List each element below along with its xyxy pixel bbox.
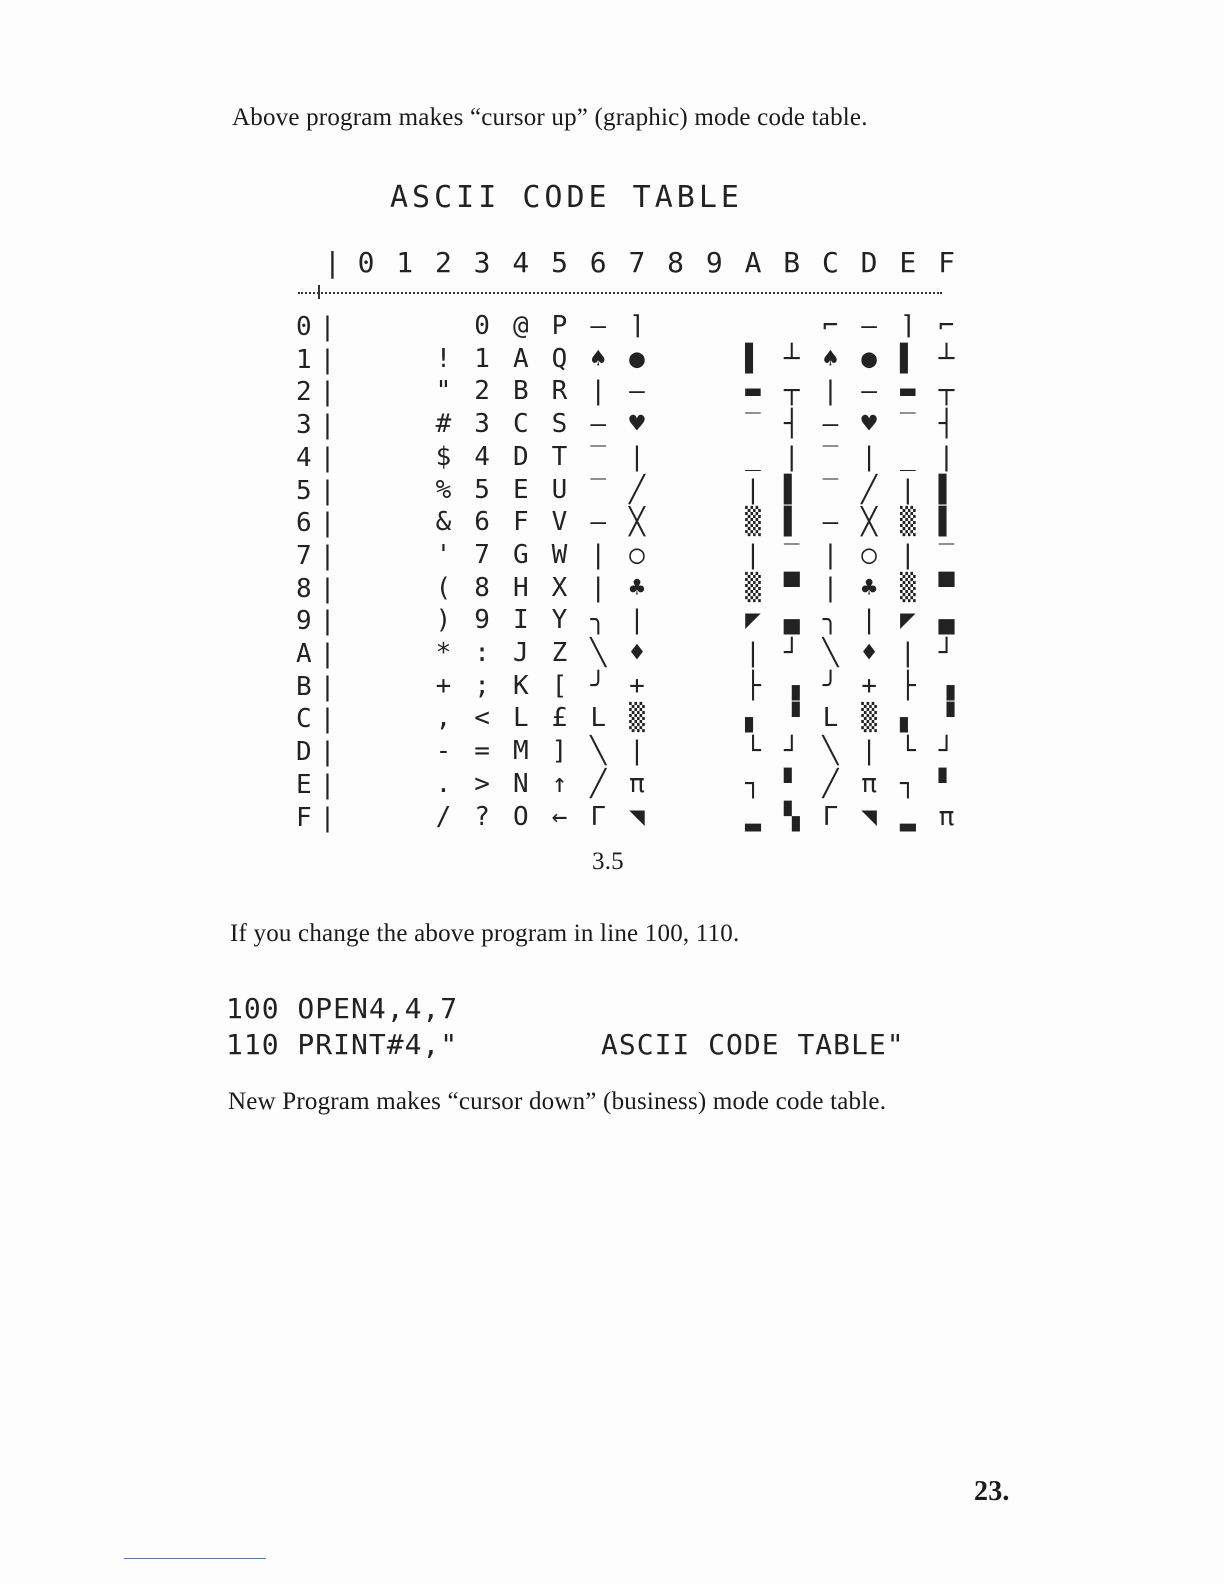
table-cell: ╲ <box>822 638 839 668</box>
table-cell: ┬ <box>783 376 800 407</box>
header-rule <box>298 292 942 294</box>
table-cell: _ <box>899 441 916 472</box>
table-cell: | <box>861 441 877 472</box>
table-cell: ♥ <box>861 409 877 440</box>
row-header-label: 2 <box>296 377 312 408</box>
table-cell: ▝ <box>783 703 800 734</box>
row-header <box>296 345 336 375</box>
table-cell: ‾ <box>899 409 916 440</box>
table-cell: A <box>512 343 529 374</box>
row-separator: | <box>319 573 336 604</box>
table-cell: B <box>512 376 529 407</box>
table-cell: | <box>822 539 839 570</box>
table-cell: ▬ <box>899 376 916 407</box>
row-header <box>296 443 336 473</box>
table-cell: ▂ <box>899 801 916 832</box>
table-cell: I <box>512 605 529 636</box>
table-cell: ╯ <box>590 670 607 701</box>
table-cell: └ <box>745 736 761 767</box>
row-header-label: 0 <box>296 312 312 342</box>
table-cell: | <box>899 539 916 570</box>
row-header <box>296 476 336 506</box>
table-cell: R <box>551 376 568 407</box>
table-cell: = <box>474 736 490 767</box>
table-cell: ‾ <box>745 409 761 440</box>
table-cell: ╮ <box>590 605 607 636</box>
table-cell: ▒ <box>745 572 761 603</box>
table-cell: ╮ <box>822 605 839 636</box>
table-cell: D <box>512 441 529 472</box>
table-cell: | <box>629 736 645 767</box>
table-cell: ' <box>435 539 452 570</box>
table-cell: ▒ <box>899 507 916 538</box>
table-cell: ┴ <box>938 343 955 374</box>
row-header-label: 7 <box>296 540 312 571</box>
table-cell: ( <box>435 572 452 603</box>
change-paragraph: If you change the above program in line 100, 110. <box>230 920 740 947</box>
column-header: D <box>860 246 878 279</box>
table-cell: Y <box>551 605 568 636</box>
table-cell: V <box>551 507 568 538</box>
table-cell: π <box>861 768 877 799</box>
table-cell: — <box>861 376 877 407</box>
column-header: 3 <box>473 246 491 279</box>
table-cell: U <box>551 474 568 505</box>
table-cell: ○ <box>629 539 645 570</box>
table-cell: 8 <box>474 572 490 603</box>
header-separator: | <box>324 246 341 279</box>
table-cell: Γ <box>822 801 839 832</box>
table-cell: 0 <box>474 311 490 341</box>
table-cell: C <box>512 409 529 440</box>
table-cell: ▒ <box>861 703 877 734</box>
row-header-label: B <box>296 671 312 702</box>
table-cell: 6 <box>474 507 490 538</box>
table-cell: | <box>938 441 955 472</box>
table-cell: ╲ <box>822 736 839 767</box>
table-cell: ◤ <box>899 605 916 636</box>
table-cell: ╳ <box>629 507 645 538</box>
table-cell: | <box>590 539 607 570</box>
table-cell: ← <box>551 801 568 832</box>
table-cell: Q <box>551 343 568 374</box>
table-cell: # <box>435 409 452 440</box>
table-cell: 5 <box>474 474 490 505</box>
row-separator: | <box>319 639 336 669</box>
row-header-label: D <box>296 737 312 768</box>
row-separator: | <box>319 508 336 539</box>
row-header <box>296 639 336 669</box>
table-cell: * <box>435 638 452 668</box>
table-cell: ╱ <box>629 474 645 505</box>
table-cell: ♣ <box>629 572 645 603</box>
table-cell: ⌉ <box>629 311 645 341</box>
row-separator: | <box>319 802 336 833</box>
column-header: 2 <box>434 246 452 279</box>
table-cell: & <box>435 507 452 538</box>
table-cell: 1 <box>474 343 490 374</box>
table-cell: ┘ <box>938 736 955 767</box>
row-header <box>296 704 336 734</box>
table-cell: X <box>551 572 568 603</box>
row-separator: | <box>319 704 336 735</box>
table-cell: π <box>938 801 955 832</box>
table-cell: ! <box>435 343 452 374</box>
table-cell: ‾ <box>822 441 839 472</box>
table-cell: ○ <box>861 539 877 570</box>
table-cell: K <box>512 670 529 701</box>
table-cell: ▒ <box>899 572 916 603</box>
table-cell: 3 <box>474 409 490 440</box>
table-cell: ↑ <box>551 768 568 799</box>
table-cell: $ <box>435 441 452 472</box>
row-header <box>296 377 336 407</box>
table-cell: L <box>822 703 839 734</box>
table-cell: Z <box>551 638 568 668</box>
table-cell: ┤ <box>783 409 800 440</box>
table-cell: ▖ <box>745 703 761 734</box>
table-cell: ┘ <box>783 736 800 767</box>
table-cell: % <box>435 474 452 505</box>
table-cell: ♥ <box>629 409 645 440</box>
table-cell: ▒ <box>745 507 761 538</box>
row-header-label: C <box>296 704 312 735</box>
column-header: 6 <box>589 246 607 279</box>
column-header: 1 <box>396 246 414 279</box>
table-cell: 7 <box>474 539 490 570</box>
closing-paragraph: New Program makes “cursor down” (business) mode code table. <box>228 1088 887 1115</box>
table-cell: + <box>435 670 452 701</box>
table-cell: F <box>512 507 529 538</box>
table-cell: ◥ <box>629 801 645 832</box>
table-cell: L <box>590 703 607 734</box>
table-cell: ╱ <box>590 768 607 799</box>
intro-paragraph: Above program makes “cursor up” (graphic) mode code table. <box>232 104 868 131</box>
table-cell: / <box>435 801 452 832</box>
table-cell: ) <box>435 605 452 636</box>
table-cell: E <box>512 474 529 505</box>
table-cell: . <box>435 768 452 799</box>
table-cell: L <box>512 703 529 734</box>
row-separator: | <box>319 671 336 702</box>
row-separator: | <box>319 475 336 506</box>
column-header: C <box>821 246 839 279</box>
table-cell: W <box>551 539 568 570</box>
table-cell: P <box>551 311 568 341</box>
row-separator: | <box>319 312 336 342</box>
row-separator: | <box>319 737 336 768</box>
table-cell: 9 <box>474 605 490 636</box>
table-cell: ● <box>861 343 877 374</box>
table-cell: ♠ <box>822 343 839 374</box>
row-header <box>296 803 336 833</box>
table-cell: ▬ <box>745 376 761 407</box>
table-cell: — <box>590 507 607 538</box>
row-header-label: 1 <box>296 344 312 375</box>
table-cell: ▌ <box>783 507 800 538</box>
row-header <box>296 770 336 800</box>
table-cell: ┴ <box>783 343 800 374</box>
table-cell: | <box>861 605 877 636</box>
table-cell: | <box>822 572 839 603</box>
row-header-label: E <box>296 769 312 800</box>
table-cell: ┘ <box>783 638 800 668</box>
row-header-label: 5 <box>296 475 312 506</box>
table-cell: S <box>551 409 568 440</box>
table-cell: — <box>822 409 839 440</box>
table-cell: ] <box>551 736 568 767</box>
row-header <box>296 606 336 636</box>
row-header-label: 4 <box>296 442 312 473</box>
table-cell: T <box>551 441 568 472</box>
row-header <box>296 541 336 571</box>
table-cell: | <box>822 376 839 407</box>
table-cell: , <box>435 703 452 734</box>
table-cell: ♣ <box>861 572 877 603</box>
row-separator: | <box>319 377 336 408</box>
row-header-label: 8 <box>296 573 312 604</box>
table-cell: | <box>745 539 761 570</box>
table-cell: ╲ <box>590 638 607 668</box>
page-number: 23. <box>974 1476 1010 1507</box>
table-cell: ? <box>474 801 490 832</box>
table-cell: ⌐ <box>938 311 955 341</box>
table-cell: ‾ <box>822 474 839 505</box>
table-cell: > <box>474 768 490 799</box>
column-header: 7 <box>628 246 646 279</box>
table-cell: + <box>629 670 645 701</box>
table-cell: | <box>783 441 800 472</box>
table-cell: @ <box>512 311 529 341</box>
table-cell: N <box>512 768 529 799</box>
table-cell: ▂ <box>745 801 761 832</box>
table-cell: ▘ <box>783 768 800 799</box>
table-cell: ‾ <box>590 441 607 472</box>
table-cell: " <box>435 376 452 407</box>
table-cell: ‾ <box>590 474 607 505</box>
row-separator: | <box>319 344 336 375</box>
row-header <box>296 737 336 767</box>
table-cell: — <box>590 311 607 341</box>
row-header <box>296 508 336 538</box>
table-cell: 4 <box>474 441 490 472</box>
table-cell: Γ <box>590 801 607 832</box>
table-cell: └ <box>899 736 916 767</box>
row-separator: | <box>319 540 336 571</box>
table-cell: | <box>590 376 607 407</box>
table-cell: ▀ <box>938 572 955 603</box>
table-cell: ‾ <box>783 539 800 570</box>
table-cell: ╳ <box>861 507 877 538</box>
table-cell: | <box>629 441 645 472</box>
row-header-label: 9 <box>296 606 312 637</box>
column-header: E <box>899 246 917 279</box>
table-cell: ╱ <box>822 768 839 799</box>
table-cell: G <box>512 539 529 570</box>
row-header-label: A <box>296 639 312 669</box>
code-line-100: 100 OPEN4,4,7 <box>226 992 459 1025</box>
table-cell: M <box>512 736 529 767</box>
table-cell: ⌉ <box>899 311 916 341</box>
table-cell: ╯ <box>822 670 839 701</box>
table-cell: | <box>861 736 877 767</box>
table-cell: | <box>745 474 761 505</box>
table-cell: + <box>861 670 877 701</box>
table-cell: — <box>629 376 645 407</box>
table-cell: [ <box>551 670 568 701</box>
table-cell: J <box>512 638 529 668</box>
table-cell: ├ <box>745 670 761 701</box>
column-header: F <box>938 246 955 279</box>
row-header <box>296 312 336 342</box>
table-cell: : <box>474 638 490 668</box>
table-cell: ┬ <box>938 376 955 407</box>
table-cell: ▀ <box>783 572 800 603</box>
table-cell: ▝ <box>938 703 955 734</box>
table-cell: ▌ <box>783 474 800 505</box>
table-cell: ┤ <box>938 409 955 440</box>
row-separator: | <box>319 606 336 637</box>
table-cell: — <box>590 409 607 440</box>
row-header-label: 3 <box>296 410 312 441</box>
table-cell: — <box>822 507 839 538</box>
table-title: ASCII CODE TABLE <box>390 180 743 215</box>
table-cell: ┘ <box>938 638 955 668</box>
table-cell: ╱ <box>861 474 877 505</box>
table-cell: ╲ <box>590 736 607 767</box>
table-cell: ▌ <box>938 507 955 538</box>
table-cell: ├ <box>899 670 916 701</box>
table-cell: ▒ <box>629 703 645 734</box>
table-cell: < <box>474 703 490 734</box>
column-header: 5 <box>551 246 568 279</box>
table-cell: _ <box>745 441 761 472</box>
table-cell: ┐ <box>899 768 916 799</box>
row-separator: | <box>319 442 336 473</box>
table-cell: ▘ <box>938 768 955 799</box>
table-cell: O <box>512 801 529 832</box>
figure-number: 3.5 <box>592 848 624 875</box>
table-cell: ‾ <box>938 539 955 570</box>
table-cell: ♦ <box>861 638 877 668</box>
table-cell: ● <box>629 343 645 374</box>
table-cell: H <box>512 572 529 603</box>
table-cell: ▗ <box>783 670 800 701</box>
table-cell: £ <box>551 703 568 734</box>
column-header: 4 <box>512 246 530 279</box>
table-cell: | <box>629 605 645 636</box>
row-header <box>296 574 336 604</box>
table-cell: ▗ <box>938 670 955 701</box>
table-cell: | <box>590 572 607 603</box>
table-cell: - <box>435 736 452 767</box>
table-cell: | <box>745 638 761 668</box>
table-cell: ▌ <box>938 474 955 505</box>
row-separator: | <box>319 410 336 441</box>
column-header: 9 <box>705 246 723 279</box>
table-cell: ♠ <box>590 343 607 374</box>
table-cell: ⌐ <box>822 311 839 341</box>
table-cell: ◤ <box>745 605 761 636</box>
table-cell: ▚ <box>783 801 800 832</box>
header-rule-tick <box>318 285 320 299</box>
table-cell: ; <box>474 670 490 701</box>
table-cell: ▌ <box>745 343 761 374</box>
column-header: 8 <box>667 246 685 279</box>
table-cell: — <box>861 311 877 341</box>
row-header <box>296 410 336 440</box>
column-header: 0 <box>357 246 375 279</box>
column-header: A <box>744 246 762 279</box>
footer-rule <box>124 1558 266 1559</box>
table-cell: ▄ <box>783 605 800 636</box>
row-header <box>296 672 336 702</box>
code-line-110: 110 PRINT#4," ASCII CODE TABLE" <box>226 1028 905 1061</box>
table-cell: ▄ <box>938 605 955 636</box>
table-cell: | <box>899 474 916 505</box>
table-cell: ◥ <box>861 801 877 832</box>
table-cell: π <box>629 768 645 799</box>
row-header-label: F <box>296 802 312 833</box>
row-header-label: 6 <box>296 508 312 539</box>
row-separator: | <box>319 769 336 800</box>
table-cell: ▖ <box>899 703 916 734</box>
column-header: B <box>783 246 801 279</box>
table-cell: ┐ <box>745 768 761 799</box>
table-cell: ♦ <box>629 638 645 668</box>
table-cell: 2 <box>474 376 490 407</box>
table-cell: ▌ <box>899 343 916 374</box>
table-cell: | <box>899 638 916 668</box>
